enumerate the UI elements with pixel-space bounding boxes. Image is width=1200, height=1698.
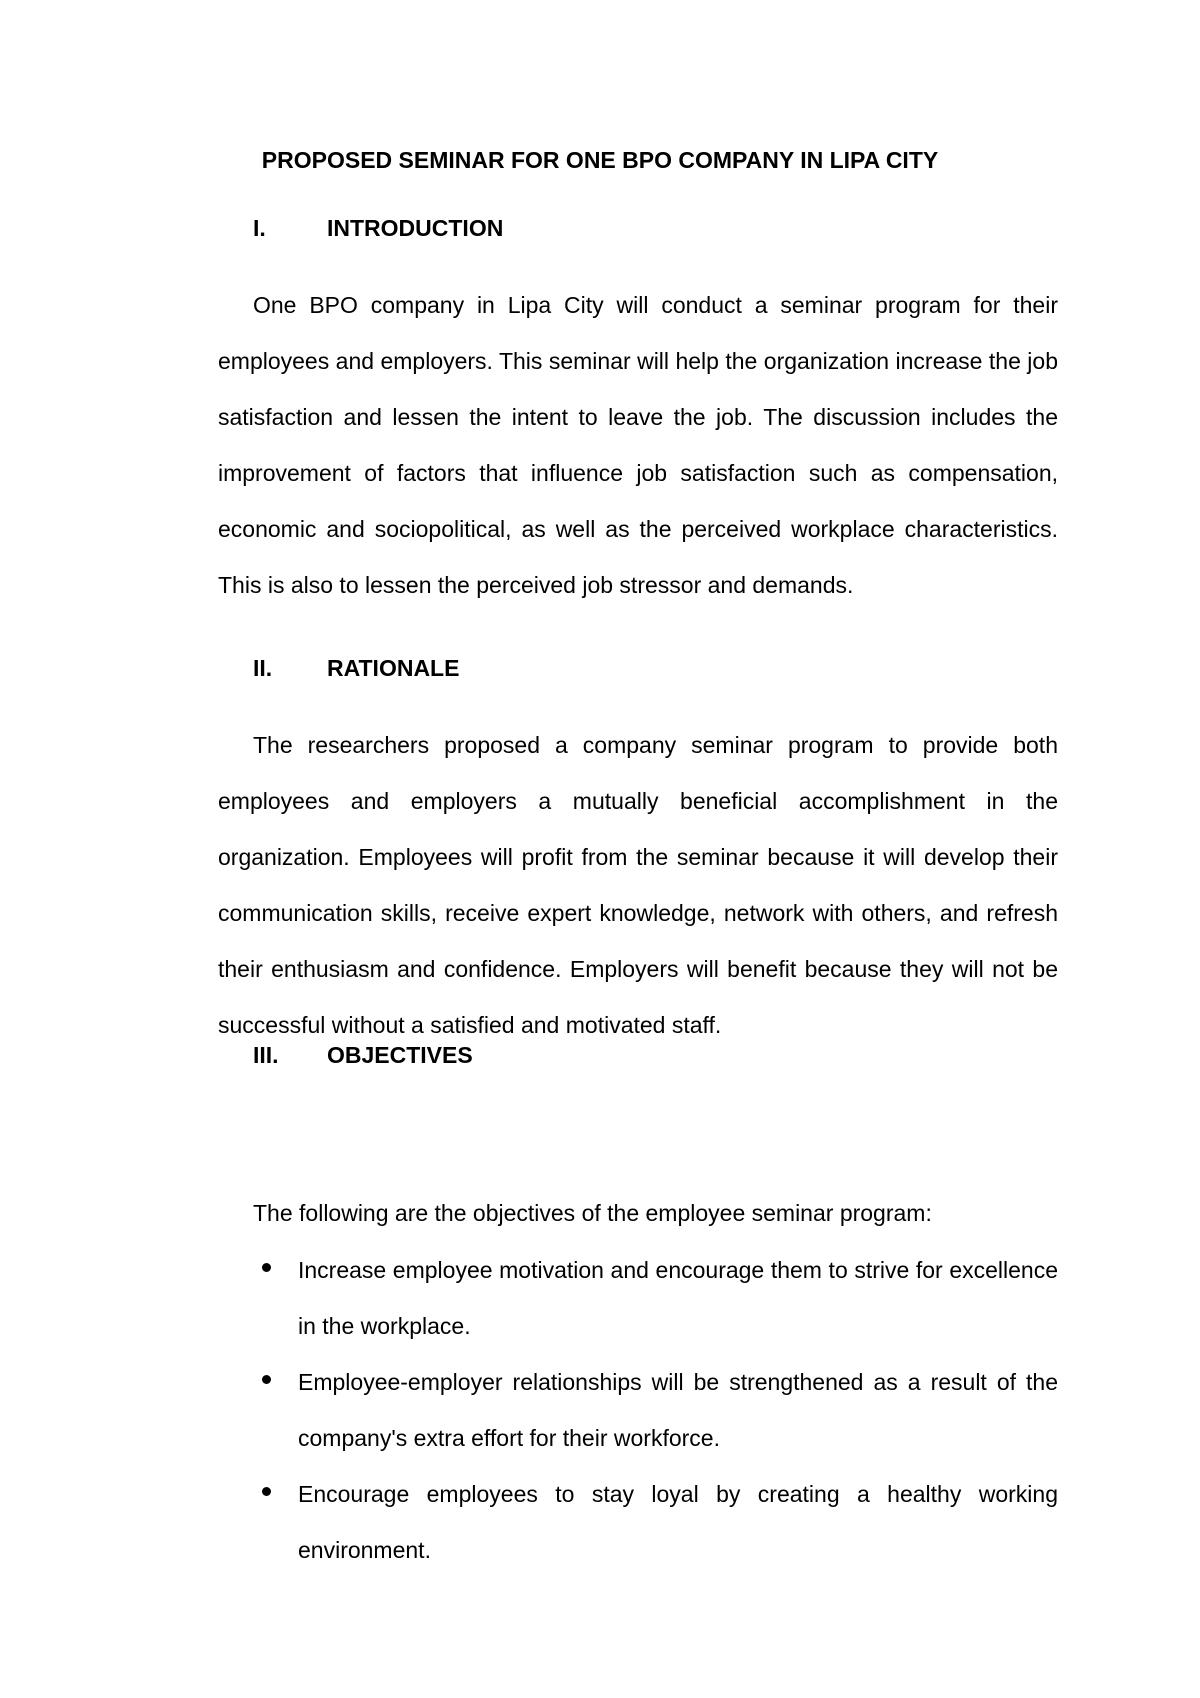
objective-item bbox=[0, 1466, 1200, 1578]
objective-text: Increase employee motivation and encourage them to strive for excellence in the workplace. bbox=[298, 1257, 1058, 1339]
objective-text: Encourage employees to stay loyal by creating a healthy working environment. bbox=[298, 1481, 1058, 1563]
section-heading-objectives bbox=[253, 1040, 473, 1070]
section-number: II. bbox=[253, 655, 273, 681]
bullet-icon bbox=[262, 1263, 271, 1272]
objective-item bbox=[0, 1242, 1200, 1354]
section-heading-introduction bbox=[253, 213, 503, 243]
section-number: I. bbox=[253, 215, 266, 241]
objectives-lead: The following are the objectives of the employee seminar program: bbox=[253, 1200, 932, 1226]
objectives-list bbox=[0, 1242, 1200, 1578]
objective-text: Employee-employer relationships will be strengthened as a result of the company's extra effort for their workforce. bbox=[298, 1369, 1058, 1451]
objective-item bbox=[0, 1354, 1200, 1466]
section-heading-rationale bbox=[253, 653, 459, 683]
section-title: RATIONALE bbox=[327, 655, 460, 681]
bullet-icon bbox=[262, 1375, 271, 1384]
section-title: OBJECTIVES bbox=[327, 1042, 473, 1068]
rationale-paragraph: The researchers proposed a company seminar program to provide both employees and employers a mutually beneficial accomplishment in the organization. Employees will profit from the seminar because it will develop their communication skills, receive expert knowledge, network with others, and refresh their enthusiasm and confidence. Employers will benefit because they will not be successful without a satisfied and motivated staff. bbox=[218, 732, 1058, 1038]
section-title: INTRODUCTION bbox=[327, 215, 504, 241]
document-title: PROPOSED SEMINAR FOR ONE BPO COMPANY IN LIPA CITY bbox=[261, 147, 939, 173]
bullet-icon bbox=[262, 1487, 271, 1496]
introduction-paragraph: One BPO company in Lipa City will conduct a seminar program for their employees and employers. This seminar will help the organization increase the job satisfaction and lessen the intent to leave the job. The discussion includes the improvement of factors that influence job satisfaction such as compensation, economic and sociopolitical, as well as the perceived workplace characteristics. This is also to lessen the perceived job stressor and demands. bbox=[218, 292, 1058, 598]
section-number: III. bbox=[253, 1042, 279, 1068]
